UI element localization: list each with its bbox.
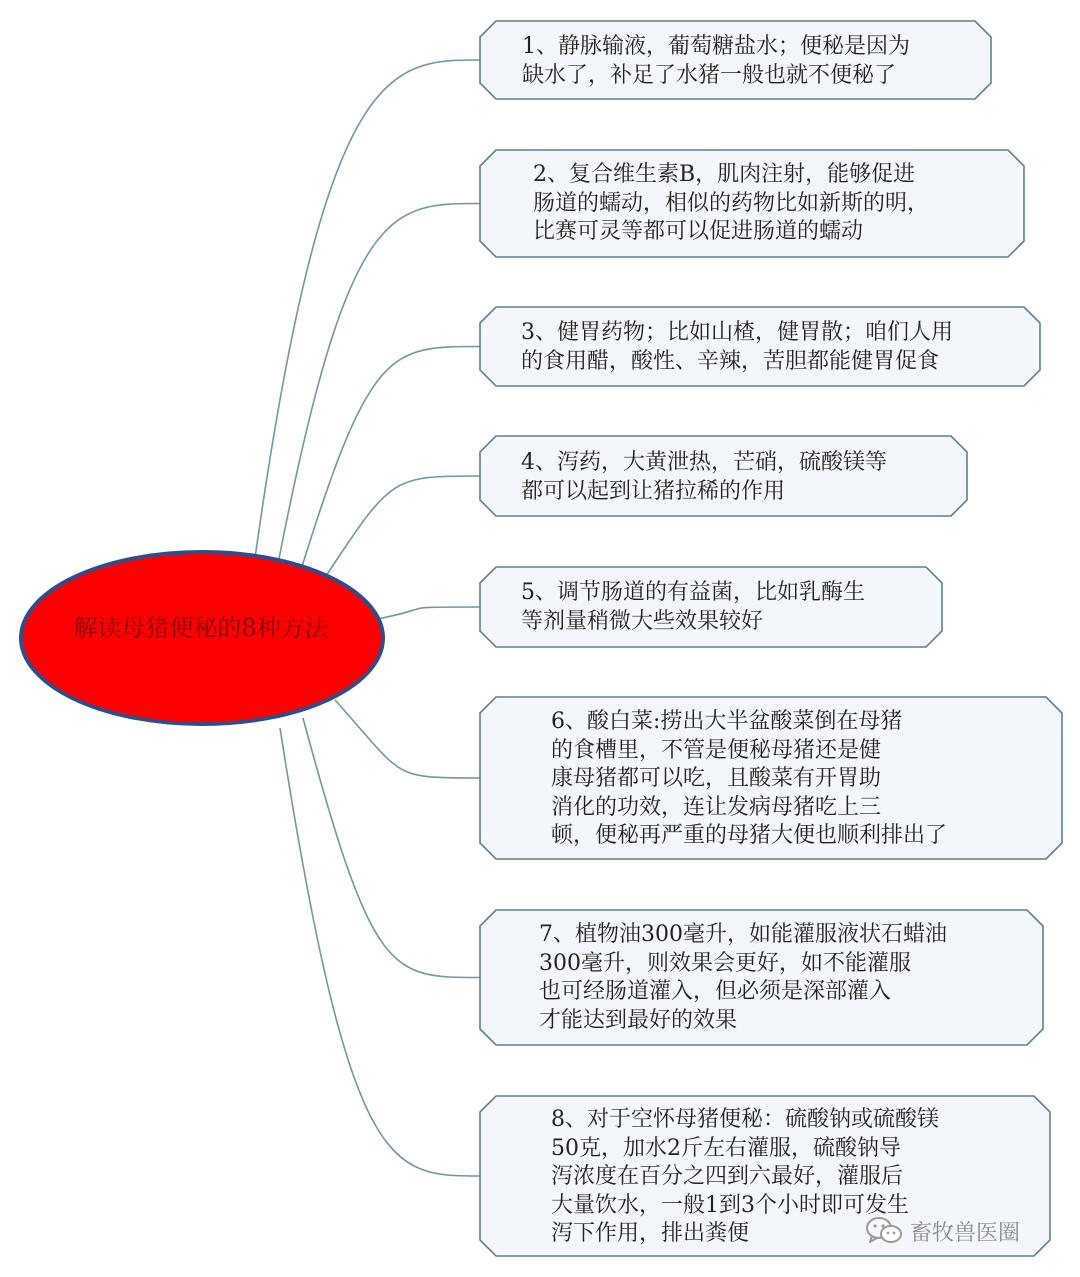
node-text-5 [521,579,865,636]
node-text-line: 泻下作用，排出粪便 [551,1221,750,1246]
node-text-2 [533,161,929,247]
node-text-line: 的食槽里，不管是便秘母猪还是健 [551,737,882,763]
node-text-4 [521,449,887,506]
connector-line-3 [300,347,480,574]
node-text-line: 缺水了，补足了水猪一般也就不便秘了 [522,62,897,88]
center-topic-label: 解读母猪便秘的8种方法 [73,614,329,642]
node-text-6 [551,708,947,851]
node-text-line: 1、静脉输液，葡萄糖盐水；便秘是因为 [522,34,910,59]
connector-line-4 [322,476,480,582]
wechat-icon [864,1215,904,1247]
node-text-line: 7、植物油300毫升，如能灌服液状石蜡油 [539,922,947,947]
node-text-line: 5、调节肠道的有益菌，比如乳酶生 [521,580,865,605]
node-text-line: 50克，加水2斤左右灌服，硫酸钠导 [551,1135,901,1161]
node-text-line: 大量饮水，一般1到3个小时即可发生 [551,1192,909,1218]
node-text-line: 顿，便秘再严重的母猪大便也顺利排出了 [551,823,948,848]
watermark-text: 畜牧兽医圈 [910,1220,1021,1246]
connector-line-5 [372,607,480,620]
node-text-line: 300毫升，则效果会更好，如不能灌服 [539,950,911,976]
node-text-line: 等剂量稍微大些效果较好 [521,608,764,634]
node-text-line: 6、酸白菜:捞出大半盆酸菜倒在母猪 [551,709,903,734]
node-text-7 [539,921,947,1035]
node-text-line: 3、健胃药物；比如山楂，健胃散；咱们人用 [521,320,953,345]
node-text-line: 康母猪都可以吃，且酸菜有开胃助 [551,766,882,791]
node-text-line: 8、对于空怀母猪便秘：硫酸钠或硫酸镁 [551,1107,939,1132]
node-text-1 [522,33,910,90]
watermark [864,1214,1020,1248]
node-text-line: 肠道的蠕动，相似的药物比如新斯的明， [533,190,930,216]
node-text-line: 4、泻药，大黄泄热，芒硝，硫酸镁等 [521,450,887,475]
node-text-line: 都可以起到让猪拉稀的作用 [521,478,786,504]
node-text-line: 2、复合维生素B，肌肉注射，能够促进 [533,162,916,187]
connector-line-8 [280,728,480,1176]
node-text-line: 比赛可灵等都可以促进肠道的蠕动 [533,219,864,244]
connector-line-7 [303,718,480,978]
node-text-3 [521,319,953,376]
node-text-line: 消化的功效，连让发病母猪吃上三 [551,794,882,820]
node-text-line: 也可经肠道灌入，但必须是深部灌入 [539,979,892,1004]
node-text-line: 的食用醋，酸性、辛辣，苦胆都能健胃促食 [521,348,940,374]
connector-line-1 [255,60,480,558]
node-text-line: 泻浓度在百分之四到六最好，灌服后 [551,1164,904,1189]
node-text-line: 才能达到最好的效果 [539,1007,738,1033]
connector-line-6 [335,700,480,778]
connector-line-2 [278,204,480,565]
